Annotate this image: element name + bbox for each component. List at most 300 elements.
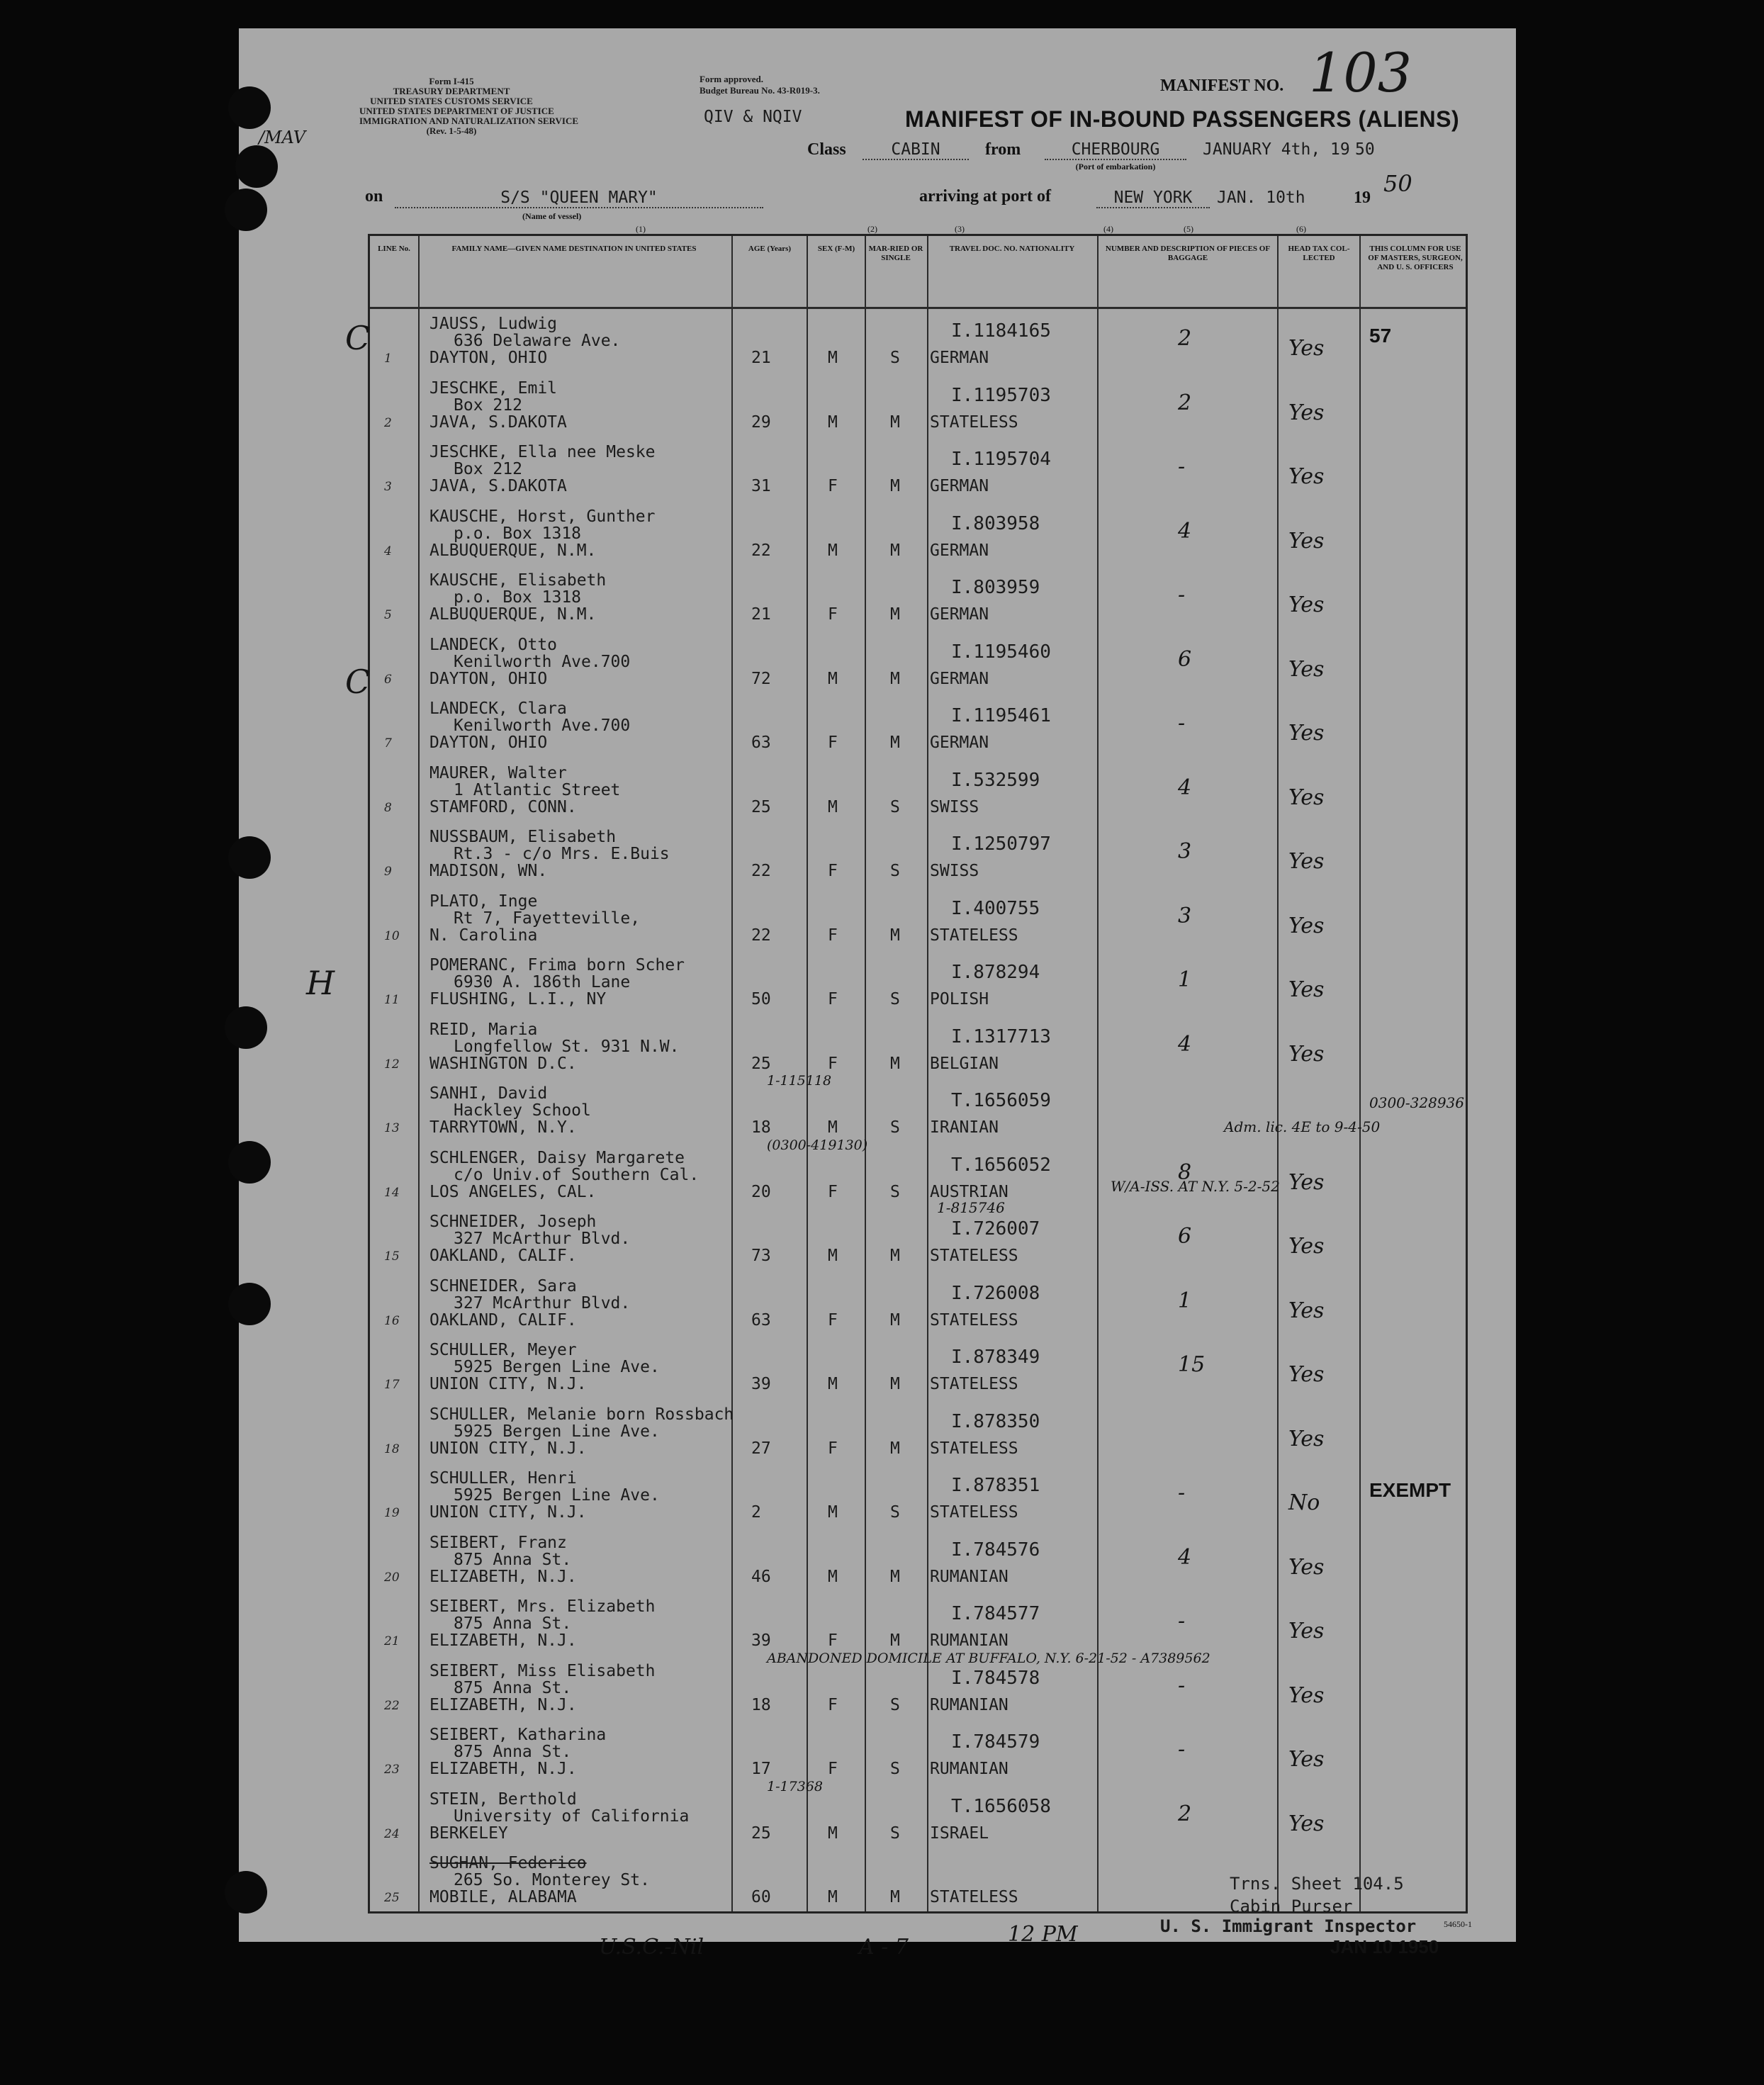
marital-status: M <box>890 541 900 560</box>
punch-hole <box>228 1283 271 1325</box>
form-code: 54650-1 <box>1444 1919 1472 1929</box>
col-sex: SEX (F-M) <box>817 245 855 253</box>
marital-status: M <box>890 1888 900 1906</box>
departure-date: JANUARY 4th, 19 <box>1203 140 1350 159</box>
age: 20 <box>751 1182 771 1201</box>
passenger-name: SCHULLER, Melanie born Rossbach <box>429 1405 734 1424</box>
address-line: p.o. Box 1318 <box>454 524 582 543</box>
age: 18 <box>751 1695 771 1714</box>
line-number: 19 <box>384 1506 400 1520</box>
destination: FLUSHING, L.I., NY <box>429 990 607 1008</box>
marital-status: M <box>890 1375 900 1393</box>
passenger-name: SEIBERT, Katharina <box>429 1726 607 1744</box>
destination: DAYTON, OHIO <box>429 734 548 752</box>
travel-doc-no: I.784579 <box>951 1731 1040 1753</box>
age: 21 <box>751 349 771 367</box>
line-number: 25 <box>384 1891 400 1905</box>
table-row <box>370 888 1466 952</box>
passenger-name: SEIBERT, Miss Elisabeth <box>429 1661 656 1680</box>
baggage-count: 8 <box>1178 1159 1192 1185</box>
sex: F <box>828 926 838 945</box>
baggage-count: 1 <box>1178 967 1192 992</box>
class-label: Class <box>807 140 846 159</box>
travel-doc-no: T.1656059 <box>951 1090 1051 1111</box>
passenger-name: JAUSS, Ludwig <box>429 315 558 333</box>
table-row <box>370 1593 1466 1658</box>
marital-status: M <box>890 669 900 688</box>
table-row <box>370 1208 1466 1273</box>
age: 25 <box>751 1823 771 1843</box>
address-line: 636 Delaware Ave. <box>454 332 621 350</box>
address-line: 327 McArthur Blvd. <box>454 1230 631 1248</box>
address-line: 875 Anna St. <box>454 1743 572 1761</box>
sex: F <box>828 605 838 624</box>
age: 25 <box>751 797 771 816</box>
colnum-6: (6) <box>1296 224 1306 234</box>
on-label: on <box>365 187 383 206</box>
nationality: AUSTRIAN <box>930 1182 1009 1201</box>
line-number: 23 <box>384 1763 400 1777</box>
address-line: p.o. Box 1318 <box>454 588 582 607</box>
sex: F <box>828 477 838 495</box>
annotation: 1-115118 <box>767 1073 832 1089</box>
form-number: Form I-415 <box>429 76 474 86</box>
admission-note: Adm. lic. 4E to 9-4-50 <box>1224 1118 1381 1135</box>
immigrant-inspector: U. S. Immigrant Inspector <box>1160 1916 1417 1936</box>
destination: ALBUQUERQUE, N.M. <box>429 541 597 560</box>
table-row <box>370 1721 1466 1786</box>
marital-status: S <box>890 1823 900 1843</box>
passenger-name: JESCHKE, Emil <box>429 378 558 398</box>
passenger-name: REID, Maria <box>429 1020 538 1039</box>
reference-note: 1-815746 <box>937 1199 1005 1216</box>
address-line: 5925 Bergen Line Ave. <box>454 1486 660 1505</box>
line-number: 8 <box>384 800 392 815</box>
destination: MADISON, WN. <box>429 862 548 880</box>
sex: F <box>828 734 838 752</box>
destination: UNION CITY, N.J. <box>429 1375 587 1393</box>
sex: M <box>828 1118 838 1137</box>
marital-status: S <box>890 862 900 880</box>
arrival-year-printed: 19 <box>1354 189 1371 207</box>
line-number: 18 <box>384 1441 400 1456</box>
passenger-name: SUGHAN, Federico <box>429 1854 587 1872</box>
travel-doc-no: I.726007 <box>951 1218 1040 1240</box>
passenger-name: SCHNEIDER, Joseph <box>429 1213 597 1231</box>
passenger-name: SEIBERT, Mrs. Elizabeth <box>429 1597 656 1616</box>
nationality: STATELESS <box>930 926 1018 945</box>
marital-status: S <box>890 1182 900 1201</box>
head-tax-collected: Yes <box>1288 1682 1325 1708</box>
sex: F <box>828 1310 838 1330</box>
nationality: GERMAN <box>930 477 989 495</box>
class-value: CABIN <box>863 140 969 160</box>
passenger-table <box>368 234 1468 1913</box>
travel-doc-no: I.1195460 <box>951 641 1051 663</box>
dept-of-justice: UNITED STATES DEPARTMENT OF JUSTICE <box>359 106 554 116</box>
side-note: /MAV <box>259 128 306 147</box>
baggage-count: 3 <box>1178 839 1192 864</box>
baggage-count: 6 <box>1178 646 1192 672</box>
table-row <box>370 1401 1466 1466</box>
passenger-name: STEIN, Berthold <box>429 1789 577 1809</box>
destination: UNION CITY, N.J. <box>429 1503 587 1522</box>
bottom-note-right: 12 PM <box>1008 1922 1078 1947</box>
address-line: 265 So. Monterey St. <box>454 1871 650 1889</box>
passenger-name: SCHULLER, Henri <box>429 1469 577 1488</box>
address-line: Longfellow St. 931 N.W. <box>454 1037 680 1056</box>
line-number: 2 <box>384 415 392 430</box>
address-line: Kenilworth Ave.700 <box>454 652 631 671</box>
travel-doc-no: I.726008 <box>951 1282 1040 1304</box>
col-age: AGE (Years) <box>748 245 792 253</box>
marital-status: M <box>890 734 900 752</box>
bottom-note-left: U.S.C.-Nil <box>599 1935 704 1960</box>
table-row <box>370 1137 1466 1209</box>
address-line: 1 Atlantic Street <box>454 780 621 799</box>
travel-doc-no: I.532599 <box>951 769 1040 791</box>
destination: MOBILE, ALABAMA <box>429 1888 577 1906</box>
nationality: STATELESS <box>930 1375 1018 1393</box>
baggage-count: - <box>1178 454 1186 479</box>
head-tax-collected: Yes <box>1288 1169 1325 1195</box>
travel-doc-no: I.400755 <box>951 897 1040 919</box>
baggage-count: 3 <box>1178 903 1192 928</box>
address-line: Box 212 <box>454 395 522 415</box>
baggage-count: - <box>1178 711 1186 736</box>
head-tax-collected: Yes <box>1288 1041 1325 1067</box>
age: 73 <box>751 1247 771 1265</box>
passenger-name: SEIBERT, Franz <box>429 1533 567 1552</box>
age: 39 <box>751 1375 771 1393</box>
travel-doc-no: I.1250797 <box>951 833 1051 855</box>
col-head-tax: HEAD TAX COL-LECTED <box>1288 245 1350 262</box>
table-row <box>370 1650 1466 1722</box>
age: 27 <box>751 1439 771 1458</box>
baggage-count: 4 <box>1178 1544 1192 1570</box>
sex: M <box>828 1503 838 1522</box>
nationality: GERMAN <box>930 349 989 367</box>
table-row <box>370 631 1466 696</box>
baggage-count: 2 <box>1178 1801 1192 1826</box>
age: 22 <box>751 541 771 560</box>
line-number: 3 <box>384 480 392 494</box>
col-line-no: LINE No. <box>378 245 410 253</box>
port-of-embarkation: CHERBOURG <box>1045 140 1186 160</box>
age: 22 <box>751 926 771 945</box>
address-line: 5925 Bergen Line Ave. <box>454 1422 660 1441</box>
baggage-count: - <box>1178 1737 1186 1762</box>
passenger-name: PLATO, Inge <box>429 892 538 911</box>
table-row <box>370 1337 1466 1401</box>
destination: DAYTON, OHIO <box>429 669 548 688</box>
nationality: STATELESS <box>930 1439 1018 1458</box>
vessel-caption: (Name of vessel) <box>522 211 582 221</box>
line-number: 22 <box>384 1698 400 1713</box>
colnum-2: (2) <box>867 224 877 234</box>
sex: M <box>828 669 838 688</box>
baggage-count: 4 <box>1178 518 1192 544</box>
travel-doc-no: T.1656058 <box>951 1795 1051 1817</box>
baggage-count: - <box>1178 1609 1186 1634</box>
punch-hole <box>225 1871 267 1913</box>
nationality: GERMAN <box>930 541 989 560</box>
passenger-name: NUSSBAUM, Elisabeth <box>429 828 617 846</box>
line-number: 12 <box>384 1057 400 1072</box>
destination: STAMFORD, CONN. <box>429 797 577 816</box>
officer-note: 0300-328936 <box>1369 1094 1465 1111</box>
age: 25 <box>751 1054 771 1073</box>
destination: DAYTON, OHIO <box>429 349 548 367</box>
line-number: 21 <box>384 1634 400 1648</box>
passenger-name: JESCHKE, Ella nee Meske <box>429 443 656 461</box>
passenger-name: KAUSCHE, Horst, Gunther <box>429 507 656 526</box>
nationality: STATELESS <box>930 1310 1018 1330</box>
line-number: 17 <box>384 1378 400 1392</box>
punch-hole <box>228 86 271 129</box>
head-tax-collected: Yes <box>1288 1747 1325 1772</box>
head-tax-collected: Yes <box>1288 1234 1325 1259</box>
bottom-note-mid: A - 7 <box>859 1935 909 1960</box>
customs-service: UNITED STATES CUSTOMS SERVICE <box>370 96 533 106</box>
age: 29 <box>751 412 771 432</box>
nationality: STATELESS <box>930 412 1018 432</box>
address-line: c/o Univ.of Southern Cal. <box>454 1165 700 1184</box>
address-line: 875 Anna St. <box>454 1614 572 1633</box>
baggage-count: 2 <box>1178 390 1192 415</box>
colnum-4: (4) <box>1103 224 1113 234</box>
table-row <box>370 567 1466 631</box>
budget-bureau: Budget Bureau No. 43-R019-3. <box>700 85 820 96</box>
age: 31 <box>751 477 771 495</box>
punch-hole <box>235 145 278 188</box>
address-line: 875 Anna St. <box>454 1550 572 1569</box>
head-tax-collected: No <box>1288 1490 1320 1515</box>
passenger-name: LANDECK, Otto <box>429 635 558 654</box>
travel-doc-no: I.784578 <box>951 1667 1040 1689</box>
sex: M <box>828 1823 838 1843</box>
travel-doc-no: I.878351 <box>951 1475 1040 1496</box>
manifest-no-label: MANIFEST NO. <box>1160 77 1284 95</box>
nationality: POLISH <box>930 990 989 1008</box>
sex: F <box>828 1182 838 1201</box>
travel-doc-no: I.1184165 <box>951 320 1051 342</box>
address-line: Rt.3 - c/o Mrs. E.Buis <box>454 845 670 863</box>
table-row <box>370 952 1466 1016</box>
nationality: RUMANIAN <box>930 1695 1009 1714</box>
head-tax-collected: Yes <box>1288 1619 1325 1643</box>
nationality: SWISS <box>930 797 979 816</box>
baggage-count: - <box>1178 1673 1186 1698</box>
margin-note-h: H <box>306 964 335 1002</box>
marital-status: S <box>890 349 900 367</box>
officer-note: 57 <box>1369 325 1392 347</box>
marital-status: M <box>890 1054 900 1073</box>
destination: ELIZABETH, N.J. <box>429 1567 577 1586</box>
passenger-name: SANHI, David <box>429 1084 548 1103</box>
visa-class: QIV & NQIV <box>704 108 802 126</box>
col-married: MAR-RIED OR SINGLE <box>868 245 923 262</box>
travel-doc-no: I.878294 <box>951 962 1040 983</box>
sex: M <box>828 1247 838 1265</box>
passenger-name: MAURER, Walter <box>429 763 567 782</box>
travel-doc-no: I.878350 <box>951 1410 1040 1432</box>
head-tax-collected: Yes <box>1288 849 1325 874</box>
marital-status: M <box>890 1247 900 1265</box>
sex: F <box>828 1695 838 1714</box>
table-row <box>370 824 1466 888</box>
marital-status: M <box>890 605 900 624</box>
nationality: STATELESS <box>930 1247 1018 1265</box>
sex: M <box>828 541 838 560</box>
port-of-embarkation-caption: (Port of embarkation) <box>1075 162 1156 172</box>
margin-note-c1: C <box>345 319 371 357</box>
sex: F <box>828 862 838 880</box>
from-label: from <box>985 140 1021 159</box>
age: 63 <box>751 734 771 752</box>
passenger-name: KAUSCHE, Elisabeth <box>429 571 607 590</box>
address-line: University of California <box>454 1806 690 1826</box>
age: 17 <box>751 1760 771 1778</box>
sex: F <box>828 990 838 1008</box>
annotation: ABANDONED DOMICILE AT BUFFALO, N.Y. 6-21-52 - A7389562 <box>767 1650 1210 1666</box>
age: 22 <box>751 862 771 880</box>
sex: F <box>828 1054 838 1073</box>
address-line: 875 Anna St. <box>454 1678 572 1697</box>
address-line: 327 McArthur Blvd. <box>454 1293 631 1313</box>
line-number: 14 <box>384 1185 400 1200</box>
passenger-name: SCHLENGER, Daisy Margarete <box>429 1148 685 1167</box>
form-agency-block <box>359 76 579 136</box>
table-row <box>370 310 1466 375</box>
col-officers: THIS COLUMN FOR USE OF MASTERS, SURGEON, AND U. S. OFFICERS <box>1368 245 1463 271</box>
marital-status: S <box>890 1503 900 1522</box>
table-row <box>370 1529 1466 1594</box>
destination: UNION CITY, N.J. <box>429 1439 587 1458</box>
table-row <box>370 503 1466 568</box>
destination: BERKELEY <box>429 1823 508 1843</box>
baggage-count: 4 <box>1178 1031 1192 1057</box>
age: 21 <box>751 605 771 624</box>
marital-status: S <box>890 990 900 1008</box>
destination: ALBUQUERQUE, N.M. <box>429 605 597 624</box>
table-row <box>370 1465 1466 1529</box>
sex: F <box>828 1439 838 1458</box>
destination: OAKLAND, CALIF. <box>429 1310 577 1330</box>
travel-doc-no: T.1656052 <box>951 1154 1051 1176</box>
sex: M <box>828 349 838 367</box>
head-tax-collected: Yes <box>1288 592 1325 617</box>
baggage-count: 4 <box>1178 775 1192 800</box>
head-tax-collected: Yes <box>1288 913 1325 938</box>
nationality: STATELESS <box>930 1888 1018 1906</box>
passenger-name: SCHNEIDER, Sara <box>429 1276 577 1296</box>
nationality: BELGIAN <box>930 1054 999 1073</box>
address-line: Hackley School <box>454 1101 591 1120</box>
head-tax-collected: Yes <box>1288 1298 1325 1323</box>
manifest-sheet <box>239 28 1516 1960</box>
travel-doc-no: I.803958 <box>951 512 1040 534</box>
table-row <box>370 1273 1466 1337</box>
travel-doc-no: I.1317713 <box>951 1025 1051 1047</box>
head-tax-collected: Yes <box>1288 400 1325 425</box>
line-number: 16 <box>384 1313 400 1328</box>
destination: JAVA, S.DAKOTA <box>429 412 567 432</box>
colnum-5: (5) <box>1184 224 1193 234</box>
marital-status: M <box>890 926 900 945</box>
sex: M <box>828 1567 838 1586</box>
line-number: 4 <box>384 544 392 558</box>
ins-service: IMMIGRATION AND NATURALIZATION SERVICE <box>359 116 579 126</box>
punch-hole <box>225 1006 267 1049</box>
age: 63 <box>751 1310 771 1330</box>
annotation: 1-17368 <box>767 1778 823 1794</box>
sex: M <box>828 1375 838 1393</box>
travel-doc-no: I.1195461 <box>951 705 1051 726</box>
passenger-name: SCHULLER, Meyer <box>429 1341 577 1359</box>
arrival-year: 50 <box>1383 170 1412 197</box>
line-number: 7 <box>384 736 392 751</box>
head-tax-collected: Yes <box>1288 528 1325 553</box>
marital-status: M <box>890 1310 900 1330</box>
age: 60 <box>751 1888 771 1906</box>
punch-hole <box>228 836 271 879</box>
sex: M <box>828 797 838 816</box>
nationality: SWISS <box>930 862 979 880</box>
nationality: RUMANIAN <box>930 1631 1009 1650</box>
table-row <box>370 439 1466 503</box>
address-line: 6930 A. 186th Lane <box>454 973 631 991</box>
passenger-name: POMERANC, Frima born Scher <box>429 956 685 974</box>
travel-doc-no: I.784577 <box>951 1603 1040 1624</box>
destination: ELIZABETH, N.J. <box>429 1631 577 1650</box>
head-tax-collected: Yes <box>1288 336 1325 361</box>
address-line: Kenilworth Ave.700 <box>454 716 631 735</box>
age: 39 <box>751 1631 771 1650</box>
baggage-count: 6 <box>1178 1224 1192 1249</box>
head-tax-collected: Yes <box>1288 464 1325 489</box>
annotation: (0300-419130) <box>767 1137 868 1153</box>
line-number: 9 <box>384 865 392 879</box>
colnum-3: (3) <box>955 224 965 234</box>
head-tax-collected: Yes <box>1288 721 1325 746</box>
vessel-name: S/S "QUEEN MARY" <box>395 189 763 208</box>
sex: M <box>828 412 838 432</box>
cabin-purser: Cabin Purser <box>1230 1896 1353 1916</box>
punch-hole <box>228 1141 271 1184</box>
nationality: GERMAN <box>930 669 989 688</box>
travel-doc-no: I.803959 <box>951 577 1040 598</box>
head-tax-collected: Yes <box>1288 977 1325 1002</box>
col-name: FAMILY NAME—GIVEN NAME DESTINATION IN UNITED STATES <box>451 245 697 253</box>
line-number: 20 <box>384 1570 400 1585</box>
line-number: 1 <box>384 352 392 366</box>
marital-status: S <box>890 1118 900 1137</box>
age: 2 <box>751 1503 761 1522</box>
destination: OAKLAND, CALIF. <box>429 1247 577 1265</box>
baggage-count: - <box>1178 583 1186 607</box>
officer-note: EXEMPT <box>1369 1479 1451 1501</box>
manifest-no: 103 <box>1309 41 1412 104</box>
marital-status: M <box>890 1439 900 1458</box>
col-baggage: NUMBER AND DESCRIPTION OF PIECES OF BAGGAGE <box>1105 245 1271 262</box>
line-number: 11 <box>384 993 400 1007</box>
destination: WASHINGTON D.C. <box>429 1054 577 1073</box>
marital-status: S <box>890 1760 900 1778</box>
marital-status: S <box>890 797 900 816</box>
nationality: STATELESS <box>930 1503 1018 1522</box>
head-tax-collected: Yes <box>1288 1811 1325 1836</box>
